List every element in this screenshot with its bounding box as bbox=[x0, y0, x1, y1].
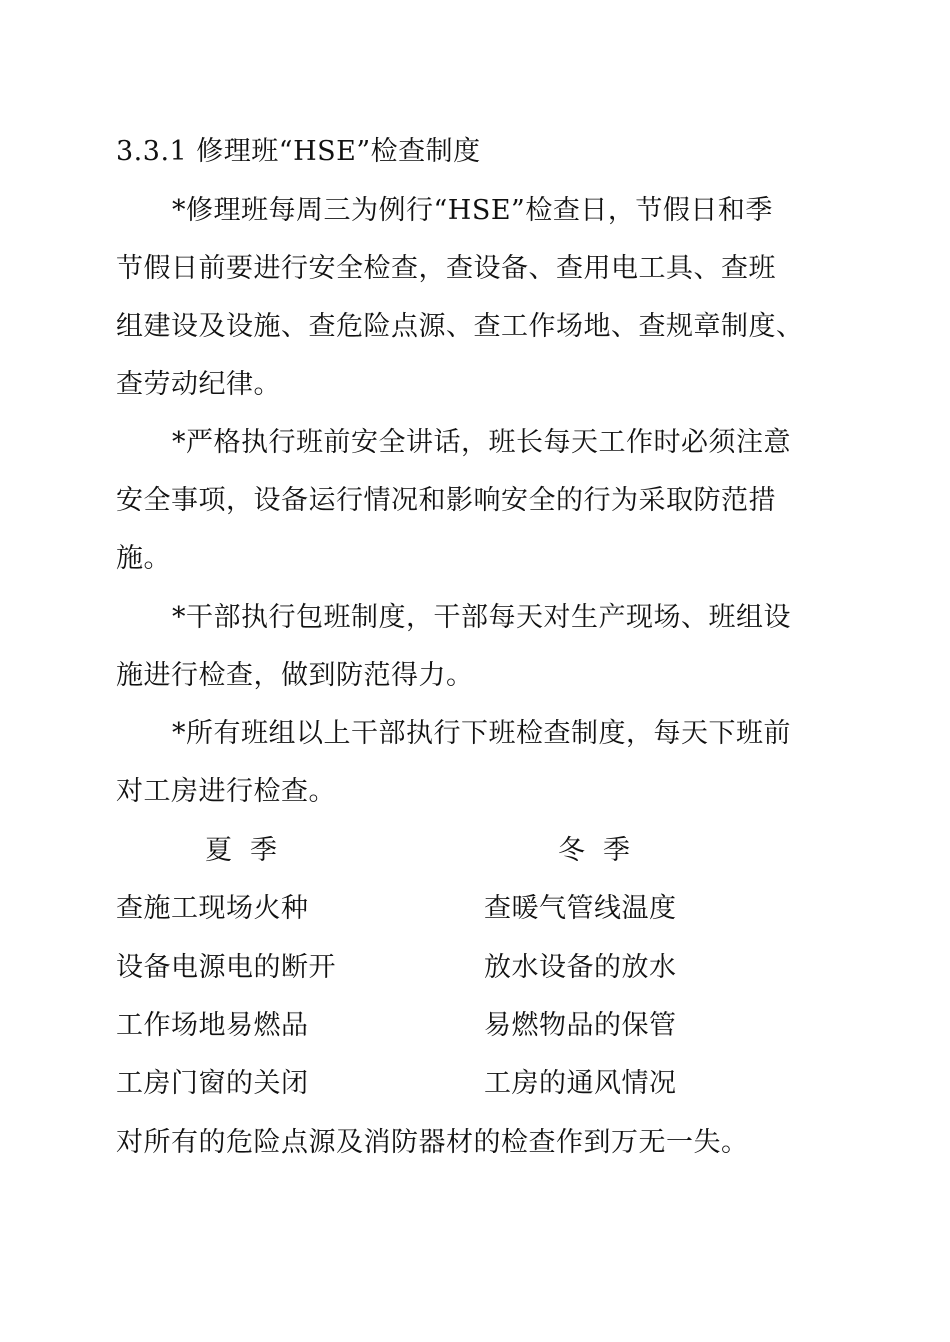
winter-item-4: 工房的通风情况 bbox=[484, 1068, 677, 1099]
summer-item-1: 查施工现场火种 bbox=[116, 893, 309, 924]
summer-item-2: 设备电源电的断开 bbox=[116, 952, 336, 983]
paragraph-3-line-1: *干部执行包班制度，干部每天对生产现场、班组设 bbox=[172, 602, 791, 633]
paragraph-1-line-2: 节假日前要进行安全检查，查设备、查用电工具、查班 bbox=[116, 253, 776, 284]
paragraph-2-line-1: *严格执行班前安全讲话，班长每天工作时必须注意 bbox=[172, 427, 791, 458]
winter-heading: 冬季 bbox=[558, 835, 648, 866]
paragraph-1-line-4: 查劳动纪律。 bbox=[116, 369, 281, 400]
winter-item-2: 放水设备的放水 bbox=[484, 952, 677, 983]
paragraph-1-line-1: *修理班每周三为例行“HSE”检查日，节假日和季 bbox=[172, 195, 773, 226]
section-heading: 3.3.1 修理班“HSE”检查制度 bbox=[116, 136, 481, 167]
paragraph-1-line-3: 组建设及设施、查危险点源、查工作场地、查规章制度、 bbox=[116, 311, 804, 342]
paragraph-4-line-2: 对工房进行检查。 bbox=[116, 776, 336, 807]
summer-heading: 夏季 bbox=[205, 835, 295, 866]
winter-item-3: 易燃物品的保管 bbox=[484, 1010, 677, 1041]
winter-item-1: 查暖气管线温度 bbox=[484, 893, 677, 924]
paragraph-2-line-3: 施。 bbox=[116, 543, 171, 574]
paragraph-4-line-1: *所有班组以上干部执行下班检查制度，每天下班前 bbox=[172, 718, 791, 749]
closing-statement: 对所有的危险点源及消防器材的检查作到万无一失。 bbox=[116, 1127, 749, 1158]
paragraph-3-line-2: 施进行检查，做到防范得力。 bbox=[116, 660, 474, 691]
summer-item-3: 工作场地易燃品 bbox=[116, 1010, 309, 1041]
summer-item-4: 工房门窗的关闭 bbox=[116, 1068, 309, 1099]
paragraph-2-line-2: 安全事项，设备运行情况和影响安全的行为采取防范措 bbox=[116, 485, 776, 516]
